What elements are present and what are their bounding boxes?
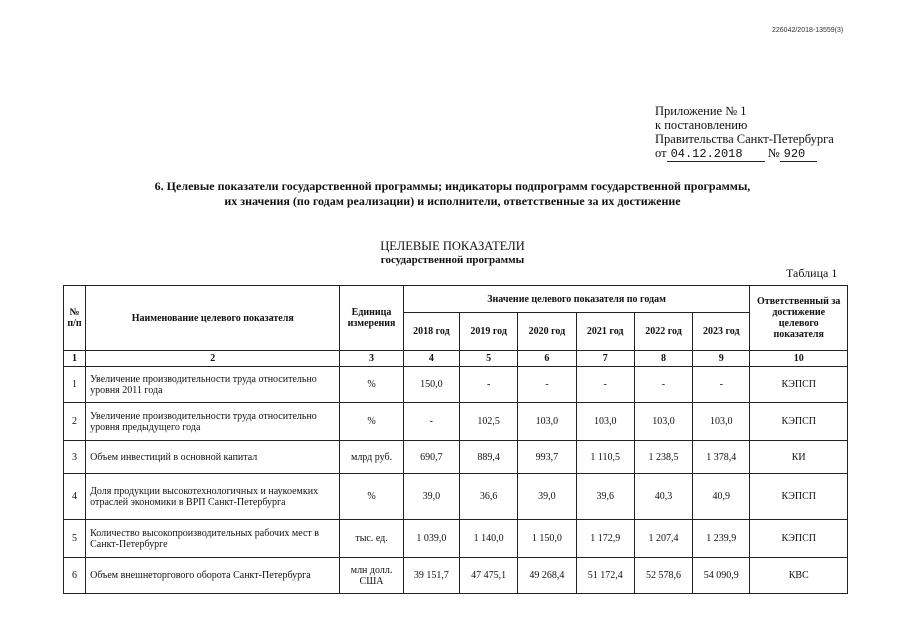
- row-value: 1 239,9: [693, 520, 750, 558]
- row-value: 1 039,0: [403, 520, 459, 558]
- row-value: 1 150,0: [518, 520, 576, 558]
- row-name: Количество высокопроизводительных рабочих мест в Санкт-Петербурге: [86, 520, 340, 558]
- header-year: 2021 год: [576, 313, 634, 351]
- column-numbers-row: [64, 351, 848, 367]
- row-value: -: [518, 367, 576, 403]
- row-unit: %: [340, 367, 403, 403]
- header-no: № п/п: [64, 286, 86, 351]
- row-value: 103,0: [518, 403, 576, 441]
- table-title-main: ЦЕЛЕВЫЕ ПОКАЗАТЕЛИ: [380, 239, 525, 253]
- row-value: 1 378,4: [693, 441, 750, 474]
- row-responsible: КЭПСП: [750, 403, 848, 441]
- target-indicators-table: [63, 285, 848, 594]
- row-value: 1 207,4: [634, 520, 692, 558]
- column-number: 10: [750, 351, 848, 367]
- row-value: 103,0: [693, 403, 750, 441]
- table-title: [0, 239, 905, 267]
- row-value: -: [576, 367, 634, 403]
- row-value: -: [634, 367, 692, 403]
- header-name: Наименование целевого показателя: [86, 286, 340, 351]
- row-value: 54 090,9: [693, 558, 750, 594]
- row-responsible: КЭПСП: [750, 520, 848, 558]
- appendix-line3: Правительства Санкт-Петербурга: [655, 132, 834, 146]
- header-unit: Единица измерения: [340, 286, 403, 351]
- row-value: -: [459, 367, 517, 403]
- row-value: 1 110,5: [576, 441, 634, 474]
- row-no: 1: [64, 367, 86, 403]
- row-name: Доля продукции высокотехнологичных и наукоемких отраслей экономики в ВРП Санкт-Петербурга: [86, 474, 340, 520]
- row-value: 1 238,5: [634, 441, 692, 474]
- row-value: 103,0: [576, 403, 634, 441]
- row-responsible: КВС: [750, 558, 848, 594]
- row-value: 36,6: [459, 474, 517, 520]
- row-value: 51 172,4: [576, 558, 634, 594]
- row-value: 1 140,0: [459, 520, 517, 558]
- row-unit: млрд руб.: [340, 441, 403, 474]
- section-title-line1: 6. Целевые показатели государственной программы; индикаторы подпрограмм государственной программы,: [154, 179, 751, 193]
- row-no: 6: [64, 558, 86, 594]
- row-name: Объем инвестиций в основной капитал: [86, 441, 340, 474]
- table-row: [64, 558, 848, 594]
- table-title-sub: государственной программы: [380, 254, 525, 266]
- row-unit: %: [340, 403, 403, 441]
- header-year: 2019 год: [459, 313, 517, 351]
- row-unit: тыс. ед.: [340, 520, 403, 558]
- row-name: Увеличение производительности труда относительно уровня 2011 года: [86, 367, 340, 403]
- row-value: 102,5: [459, 403, 517, 441]
- decree-date: 04.12.2018: [667, 147, 765, 162]
- table-row: [64, 367, 848, 403]
- column-number: 4: [403, 351, 459, 367]
- column-number: 3: [340, 351, 403, 367]
- header-year: 2023 год: [693, 313, 750, 351]
- table-row: [64, 403, 848, 441]
- decree-number: 920: [780, 147, 818, 162]
- column-number: 9: [693, 351, 750, 367]
- appendix-line2: к постановлению: [655, 118, 748, 132]
- section-title: [0, 179, 905, 209]
- header-year: 2020 год: [518, 313, 576, 351]
- section-title-line2: их значения (по годам реализации) и исполнители, ответственные за их достижение: [224, 194, 681, 208]
- row-value: -: [403, 403, 459, 441]
- row-value: 150,0: [403, 367, 459, 403]
- row-no: 4: [64, 474, 86, 520]
- row-unit: млн долл. США: [340, 558, 403, 594]
- row-value: 39,6: [576, 474, 634, 520]
- row-name: Увеличение производительности труда относительно уровня предыдущего года: [86, 403, 340, 441]
- row-value: 52 578,6: [634, 558, 692, 594]
- row-value: 103,0: [634, 403, 692, 441]
- appendix-date-line: [655, 146, 834, 162]
- table-row: [64, 441, 848, 474]
- header-year: 2018 год: [403, 313, 459, 351]
- row-responsible: КЭПСП: [750, 474, 848, 520]
- column-number: 2: [86, 351, 340, 367]
- date-prefix: от: [655, 146, 667, 160]
- row-responsible: КЭПСП: [750, 367, 848, 403]
- row-no: 5: [64, 520, 86, 558]
- row-unit: %: [340, 474, 403, 520]
- header-responsible: Ответственный за достижение целевого показателя: [750, 286, 848, 351]
- row-value: 40,9: [693, 474, 750, 520]
- row-value: -: [693, 367, 750, 403]
- row-responsible: КИ: [750, 441, 848, 474]
- header-values-group: Значение целевого показателя по годам: [403, 286, 750, 313]
- column-number: 7: [576, 351, 634, 367]
- row-value: 49 268,4: [518, 558, 576, 594]
- document-id: 226042/2018-13559(3): [772, 27, 844, 34]
- appendix-line1: Приложение № 1: [655, 104, 747, 118]
- row-value: 39,0: [518, 474, 576, 520]
- row-value: 47 475,1: [459, 558, 517, 594]
- row-value: 1 172,9: [576, 520, 634, 558]
- row-value: 993,7: [518, 441, 576, 474]
- row-value: 39,0: [403, 474, 459, 520]
- row-value: 39 151,7: [403, 558, 459, 594]
- row-no: 3: [64, 441, 86, 474]
- appendix-block: [655, 104, 834, 162]
- column-number: 6: [518, 351, 576, 367]
- row-no: 2: [64, 403, 86, 441]
- column-number: 5: [459, 351, 517, 367]
- table-row: [64, 520, 848, 558]
- column-number: 1: [64, 351, 86, 367]
- row-value: 40,3: [634, 474, 692, 520]
- number-prefix: №: [767, 146, 780, 160]
- header-year: 2022 год: [634, 313, 692, 351]
- row-value: 690,7: [403, 441, 459, 474]
- table-row: [64, 474, 848, 520]
- column-number: 8: [634, 351, 692, 367]
- row-value: 889,4: [459, 441, 517, 474]
- table-number: Таблица 1: [786, 266, 838, 280]
- row-name: Объем внешнеторгового оборота Санкт-Петербурга: [86, 558, 340, 594]
